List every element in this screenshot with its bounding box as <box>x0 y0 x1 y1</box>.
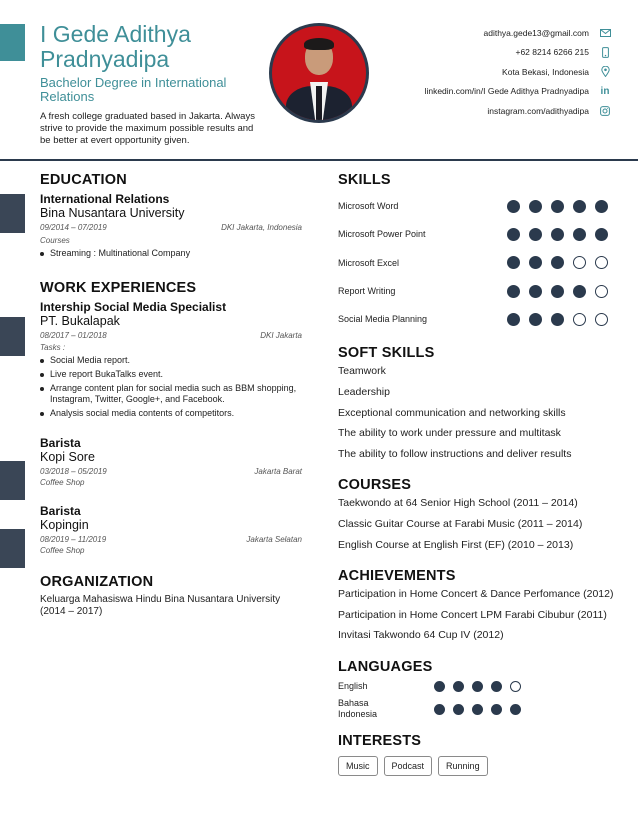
right-column <box>338 172 614 776</box>
list-item: Analysis social media contents of competitors. <box>40 408 302 419</box>
interest-tag: Podcast <box>384 756 433 776</box>
rating-dot-filled <box>472 681 483 692</box>
achievements-heading: ACHIEVEMENTS <box>338 568 456 585</box>
job-role: Intership Social Media Specialist <box>40 300 227 314</box>
languages-heading: LANGUAGES <box>338 659 433 676</box>
rating-dot-empty <box>595 285 608 298</box>
rating-dot-filled <box>551 313 564 326</box>
list-item: English Course at English First (EF) (2010 – 2013) <box>338 538 574 551</box>
rating-dots <box>434 704 521 715</box>
rating-dot-filled <box>434 681 445 692</box>
rating-dot-filled <box>453 704 464 715</box>
interest-tag: Music <box>338 756 378 776</box>
rating-dots <box>507 313 608 326</box>
rating-dot-empty <box>573 313 586 326</box>
soft-skills-list <box>338 361 614 464</box>
rating-dot-filled <box>434 704 445 715</box>
skill-row <box>338 192 614 220</box>
skill-row <box>338 220 614 248</box>
rating-dot-filled <box>472 704 483 715</box>
list-item: The ability to work under pressure and multitask <box>338 427 561 440</box>
list-item: Streaming : Multinational Company <box>40 248 302 259</box>
rating-dot-filled <box>551 256 564 269</box>
list-item: The ability to follow instructions and deliver results <box>338 447 572 460</box>
contact-linkedin[interactable]: linkedin.com/in/I Gede Adithya Pradnyadipa in <box>425 82 612 102</box>
candidate-name: I Gede Adithya Pradnyadipa <box>40 21 191 72</box>
job-entry <box>40 504 302 555</box>
education-meta <box>40 223 302 232</box>
rating-dot-filled <box>491 681 502 692</box>
rating-dots <box>434 681 521 692</box>
job-meta <box>40 331 302 340</box>
education-side-mark <box>0 194 25 233</box>
phone-icon <box>598 47 612 58</box>
rating-dot-filled <box>595 228 608 241</box>
organization-heading: ORGANIZATION <box>40 574 154 590</box>
job-company: Kopi Sore <box>40 450 95 464</box>
job-company: PT. Bukalapak <box>40 314 120 328</box>
job-entry <box>40 436 302 487</box>
interests-heading: INTERESTS <box>338 733 422 750</box>
left-column <box>40 172 302 617</box>
interests-tags <box>338 756 614 776</box>
language-name: English <box>338 681 368 692</box>
language-row <box>338 698 614 720</box>
rating-dot-filled <box>529 228 542 241</box>
rating-dot-filled <box>529 285 542 298</box>
summary-text: A fresh college graduated based in Jakarta. Always strive to provide the maximum possible results and be better at evert opportunity given. <box>40 111 255 146</box>
skill-row <box>338 305 614 333</box>
rating-dot-filled <box>453 681 464 692</box>
rating-dot-empty <box>573 256 586 269</box>
contact-phone[interactable]: +62 8214 6266 215 <box>425 43 612 63</box>
rating-dot-empty <box>595 313 608 326</box>
degree-subtitle: Bachelor Degree in International Relations <box>40 75 227 104</box>
header-divider <box>0 159 638 161</box>
list-item: Invitasi Takwondo 64 Cup IV (2012) <box>338 629 504 642</box>
work-heading: WORK EXPERIENCES <box>40 280 197 296</box>
education-degree: International Relations <box>40 192 170 206</box>
rating-dot-filled <box>491 704 502 715</box>
rating-dot-filled <box>507 228 520 241</box>
list-item: Leadership <box>338 386 390 399</box>
job-dates: 08/2019 – 11/2019 <box>40 535 107 544</box>
education-heading: EDUCATION <box>40 172 127 188</box>
list-item: Participation in Home Concert & Dance Perfomance (2012) <box>338 588 614 601</box>
skill-name: Microsoft Excel <box>338 257 400 268</box>
skills-list <box>338 192 614 333</box>
soft-skills-heading: SOFT SKILLS <box>338 345 435 362</box>
job-dates: 08/2017 – 01/2018 <box>40 331 107 340</box>
rating-dot-filled <box>573 285 586 298</box>
job-company: Kopingin <box>40 518 89 532</box>
rating-dot-filled <box>595 200 608 213</box>
rating-dot-empty <box>510 681 521 692</box>
rating-dots <box>507 200 608 213</box>
rating-dot-filled <box>551 200 564 213</box>
rating-dot-filled <box>529 313 542 326</box>
list-item: Teamwork <box>338 365 386 378</box>
job-location: DKI Jakarta <box>260 331 302 340</box>
education-dates: 09/2014 – 07/2019 <box>40 223 107 232</box>
education-location: DKI Jakarta, Indonesia <box>221 223 302 232</box>
courses-list <box>40 248 302 259</box>
rating-dot-filled <box>573 228 586 241</box>
rating-dot-filled <box>507 200 520 213</box>
work-side-mark-1 <box>0 317 25 356</box>
instagram-icon <box>598 106 612 116</box>
rating-dot-filled <box>510 704 521 715</box>
rating-dot-filled <box>551 228 564 241</box>
job-location: Jakarta Barat <box>254 467 302 476</box>
job-meta <box>40 467 302 476</box>
profile-photo <box>269 23 369 123</box>
linkedin-icon: in <box>600 85 610 97</box>
list-item: Social Media report. <box>40 355 302 366</box>
contact-location: Kota Bekasi, Indonesia <box>425 62 612 82</box>
rating-dot-filled <box>507 313 520 326</box>
list-item: Live report BukaTalks event. <box>40 369 302 380</box>
contact-list <box>425 23 612 121</box>
organization-text: Keluarga Mahasiswa Hindu Bina Nusantara University (2014 – 2017) <box>40 594 281 617</box>
skill-name: Social Media Planning <box>338 314 428 325</box>
job-dates: 03/2018 – 05/2019 <box>40 467 107 476</box>
achievements-list <box>338 584 614 646</box>
courses-section-list <box>338 493 614 555</box>
list-item: Arrange content plan for social media such as BBM shopping, Instagram, Twitter, Google+, and Facebook. <box>40 383 302 405</box>
contact-instagram[interactable]: instagram.com/adithyadipa <box>425 101 612 121</box>
mail-icon <box>598 29 612 37</box>
job-location: Jakarta Selatan <box>246 535 302 544</box>
work-side-mark-2 <box>0 461 25 500</box>
list-item: Participation in Home Concert LPM Farabi Cibubur (2011) <box>338 608 607 621</box>
skill-row <box>338 249 614 277</box>
job-entry <box>40 300 302 419</box>
rating-dot-filled <box>551 285 564 298</box>
job-role: Barista <box>40 504 81 518</box>
rating-dots <box>507 228 608 241</box>
skill-name: Report Writing <box>338 286 396 297</box>
education-entry <box>40 192 302 259</box>
languages-list <box>338 681 614 720</box>
skill-row <box>338 277 614 305</box>
job-role: Barista <box>40 436 81 450</box>
interest-tag: Running <box>438 756 488 776</box>
rating-dot-filled <box>507 285 520 298</box>
header-accent-block <box>0 24 25 61</box>
list-item: Classic Guitar Course at Farabi Music (2011 – 2014) <box>338 518 583 531</box>
courses-heading: COURSES <box>338 477 412 494</box>
courses-label: Courses <box>40 236 70 245</box>
skill-name: Microsoft Word <box>338 201 399 212</box>
location-icon <box>598 66 612 77</box>
rating-dots <box>507 285 608 298</box>
contact-email[interactable]: adithya.gede13@gmail.com <box>425 23 612 43</box>
list-item: Taekwondo at 64 Senior High School (2011 – 2014) <box>338 497 578 510</box>
rating-dot-filled <box>529 200 542 213</box>
job-type: Coffee Shop <box>40 478 85 487</box>
tasks-list <box>40 355 302 419</box>
rating-dot-filled <box>529 256 542 269</box>
work-side-mark-3 <box>0 529 25 568</box>
rating-dot-filled <box>573 200 586 213</box>
job-type: Coffee Shop <box>40 546 85 555</box>
rating-dot-filled <box>507 256 520 269</box>
language-name: Bahasa Indonesia <box>338 698 378 720</box>
rating-dots <box>507 256 608 269</box>
tasks-label: Tasks : <box>40 343 66 352</box>
language-row <box>338 681 614 692</box>
education-school: Bina Nusantara University <box>40 206 185 220</box>
skills-heading: SKILLS <box>338 172 391 188</box>
rating-dot-empty <box>595 256 608 269</box>
list-item: Exceptional communication and networking skills <box>338 406 566 419</box>
job-meta <box>40 535 302 544</box>
skill-name: Microsoft Power Point <box>338 229 426 240</box>
